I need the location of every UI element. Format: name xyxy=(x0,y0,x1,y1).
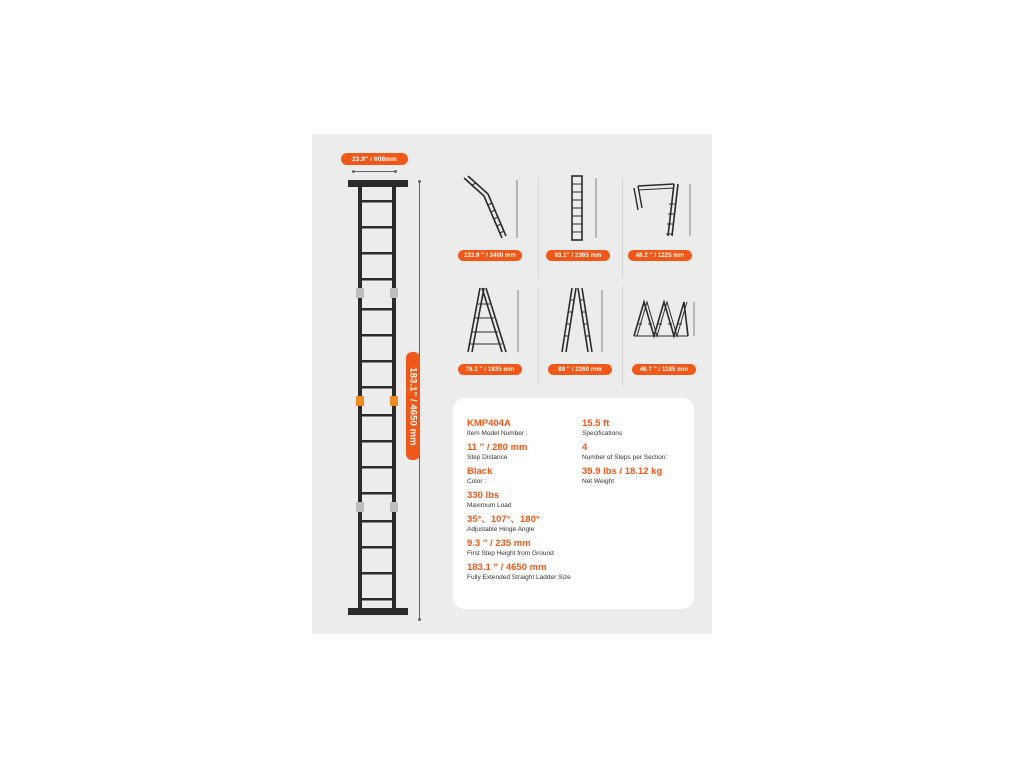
config-height-badge: 76.2 '' / 1935 mm xyxy=(458,364,522,375)
hinge-icon xyxy=(356,502,364,512)
ladder-rung xyxy=(362,492,392,495)
ladder-rung xyxy=(362,572,392,575)
spec-value: Black xyxy=(467,466,493,477)
spec-value: 11 '' / 280 mm xyxy=(467,442,528,453)
height-dimension-end xyxy=(418,180,421,183)
folded-m-ladder-icon xyxy=(630,284,700,358)
spec-net-weight xyxy=(582,466,662,486)
spec-label: Fully Extended Straight Ladder Size xyxy=(467,574,571,581)
ladder-foot xyxy=(348,608,408,615)
inclined-ladder-icon xyxy=(458,174,528,244)
ladder-rung xyxy=(362,226,392,229)
config-height-badge: 133.9 '' / 3400 mm xyxy=(458,250,522,261)
ladder-rung xyxy=(362,414,392,417)
spec-value: 4 xyxy=(582,442,588,453)
config-height-badge: 46.7 '' / 1185 mm xyxy=(632,364,696,375)
spec-value: 183.1 '' / 4650 mm xyxy=(467,562,547,573)
spec-value: 35°、107°、180° xyxy=(467,514,540,525)
spec-value: 330 lbs xyxy=(467,490,500,501)
width-dimension-line xyxy=(353,171,395,172)
ladder-rung xyxy=(362,360,392,363)
ladder-height-badge: 183.1" / 4650 mm xyxy=(406,352,420,460)
ladder-rung xyxy=(362,520,392,523)
spec-label: Adjustable Hinge Angle xyxy=(467,526,535,533)
spec-label: Maximum Load xyxy=(467,502,512,509)
spec-max-load xyxy=(467,490,511,510)
spec-value: 9.3 '' / 235 mm xyxy=(467,538,531,549)
spec-label: First Step Height from Ground xyxy=(467,550,554,557)
spec-card xyxy=(453,398,694,609)
spec-label: Net Weight xyxy=(582,478,615,485)
ladder-top-cap xyxy=(348,180,408,187)
spec-value: KMP404A xyxy=(467,418,511,429)
ladder-rung xyxy=(362,308,392,311)
ladder-rung xyxy=(362,278,392,281)
ladder-rung xyxy=(362,598,392,601)
hinge-icon xyxy=(390,288,398,298)
config-height-badge: 48.2 '' / 1225 mm xyxy=(628,250,692,261)
spec-first-step-height xyxy=(467,538,554,558)
spec-value: 39.9 lbs / 18.12 kg xyxy=(582,466,663,477)
spec-color xyxy=(467,466,492,486)
spec-step-distance xyxy=(467,442,528,462)
hinge-icon xyxy=(390,396,398,406)
ladder-rung xyxy=(362,252,392,255)
spec-label: Specifications xyxy=(582,430,623,437)
straight-ladder-icon xyxy=(550,174,620,244)
a-frame-staggered-icon xyxy=(458,284,528,358)
hinge-icon xyxy=(356,288,364,298)
config-folded-m xyxy=(630,284,720,384)
spec-label: Item Model Number : xyxy=(467,430,528,437)
config-scaffold xyxy=(630,174,720,274)
width-dimension-end xyxy=(352,170,355,173)
spec-label: Number of Steps per Section: xyxy=(582,454,668,461)
hinge-icon xyxy=(356,396,364,406)
ladder-rung xyxy=(362,546,392,549)
extended-ladder-icon xyxy=(344,178,414,618)
spec-label: Step Distance xyxy=(467,454,508,461)
ladder-width-badge: 23.9" / 608mm xyxy=(341,153,408,165)
ladder-rung xyxy=(362,200,392,203)
scaffold-ladder-icon xyxy=(630,174,700,244)
hinge-icon xyxy=(390,502,398,512)
ladder-rung xyxy=(362,466,392,469)
width-dimension-end xyxy=(394,170,397,173)
height-dimension-end xyxy=(418,618,421,621)
spec-extended-size xyxy=(467,562,571,582)
config-staggered-a-frame xyxy=(458,284,548,384)
config-height-badge: 89 '' / 2260 mm xyxy=(548,364,612,375)
spec-size xyxy=(582,418,622,438)
config-inclined xyxy=(458,174,548,274)
a-frame-ladder-icon xyxy=(550,284,620,358)
config-height-badge: 93.1'' / 2365 mm xyxy=(546,250,610,261)
spec-value: 15.5 ft xyxy=(582,418,610,429)
config-a-frame xyxy=(550,284,640,384)
ladder-rung xyxy=(362,440,392,443)
spec-steps-per-section xyxy=(582,442,667,462)
spec-label: Color : xyxy=(467,478,487,485)
ladder-rung xyxy=(362,386,392,389)
product-infographic xyxy=(312,134,712,634)
ladder-rung xyxy=(362,334,392,337)
spec-model xyxy=(467,418,528,438)
config-straight xyxy=(550,174,640,274)
spec-hinge-angle xyxy=(467,514,540,534)
